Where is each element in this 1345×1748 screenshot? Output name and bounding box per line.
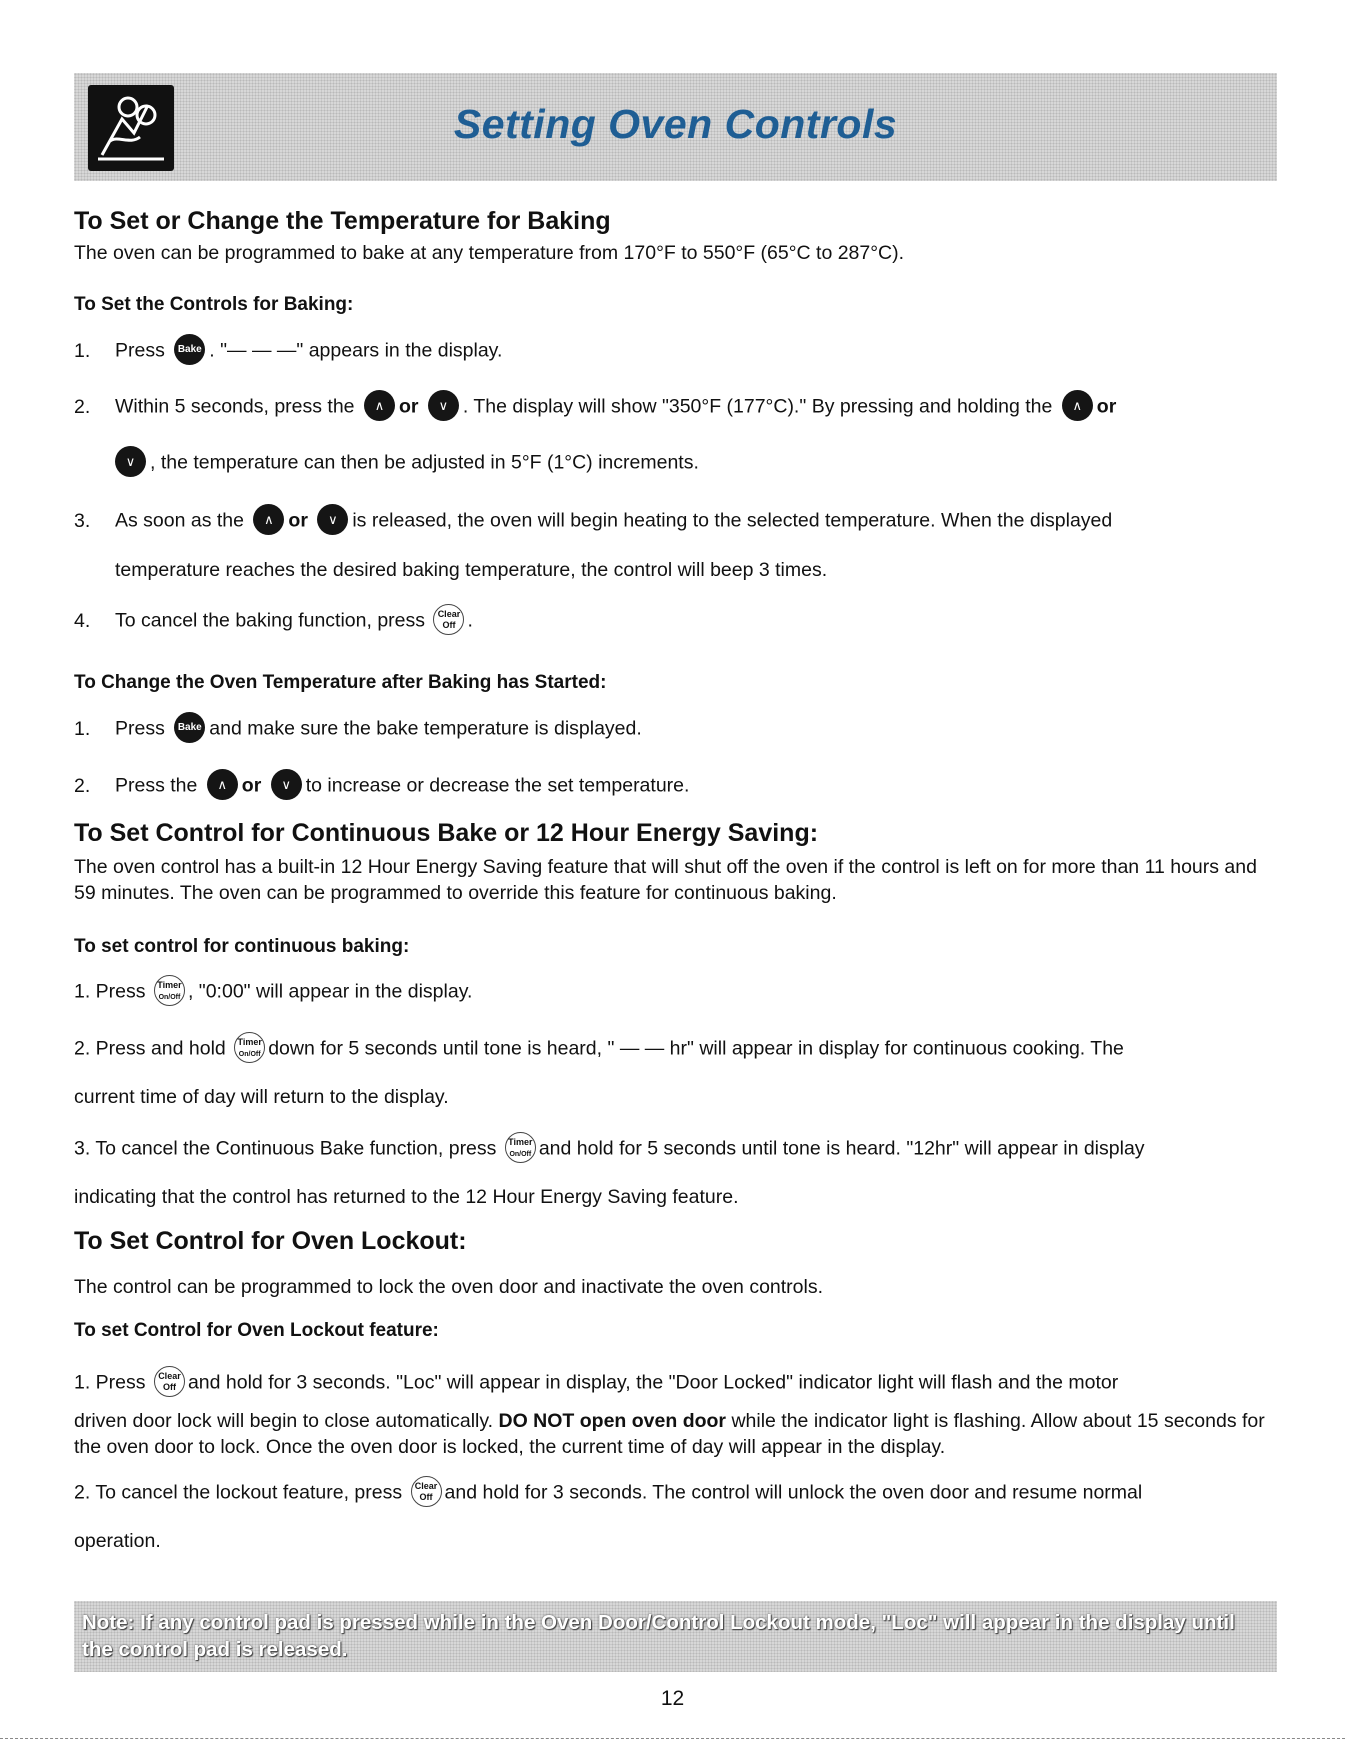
or-label: or — [288, 509, 308, 532]
step-text: . — [467, 609, 473, 632]
lockout-step-2-continued: operation. — [74, 1530, 161, 1552]
baking-step-2 — [74, 392, 1275, 423]
down-arrow-button-icon: ∨ — [271, 769, 302, 800]
note-text: Note: If any control pad is pressed while in the Oven Door/Control Lockout mode, "Loc" will appear in the display until the control pad is released. — [82, 1611, 1235, 1661]
page-title: Setting Oven Controls — [453, 101, 898, 147]
pad-label: Timer — [157, 980, 182, 990]
step-text: and hold for 5 seconds until tone is heard. "12hr" will appear in display — [538, 1137, 1145, 1160]
pad-label: Off — [162, 1382, 176, 1392]
warning-text: DO NOT open oven door — [498, 1410, 727, 1432]
or-label: or — [1096, 395, 1117, 418]
step-text: to increase or decrease the set temperature. — [305, 774, 690, 797]
pad-label: Timer — [508, 1137, 533, 1147]
pad-label: Timer — [237, 1037, 262, 1047]
step-text: . "— — —" appears in the display. — [209, 339, 503, 362]
clear-off-pad-icon — [433, 604, 464, 635]
subheading-set-controls-baking: To Set the Controls for Baking: — [74, 294, 354, 315]
step-number: 3. — [74, 509, 91, 532]
subheading-change-temperature: To Change the Oven Temperature after Baking has Started: — [74, 672, 607, 693]
timer-on-off-pad-icon — [505, 1132, 536, 1163]
or-label: or — [398, 395, 419, 418]
step-text: Within 5 seconds, press the — [115, 395, 355, 418]
change-step-2 — [74, 771, 1275, 802]
baking-step-3-continued: temperature reaches the desired baking temperature, the control will beep 3 times. — [115, 559, 828, 581]
bake-button-icon: Bake — [174, 334, 205, 365]
section-heading-continuous-bake: To Set Control for Continuous Bake or 12 Hour Energy Saving: — [74, 819, 819, 847]
step-text: . The display will show "350°F (177°C)." By pressing and holding the — [462, 395, 1053, 418]
pad-label: On/Off — [509, 1151, 532, 1158]
page-bottom-border — [0, 1738, 1345, 1739]
pad-label: On/Off — [158, 994, 181, 1001]
down-arrow-button-icon: ∨ — [428, 390, 459, 421]
section-heading-oven-lockout: To Set Control for Oven Lockout: — [74, 1227, 467, 1255]
bake-button-icon: Bake — [174, 712, 205, 743]
continuous-step-2-continued: current time of day will return to the display. — [74, 1086, 449, 1108]
baking-step-3 — [74, 506, 1275, 537]
step-text: down for 5 seconds until tone is heard, " — — hr" will appear in display for continuous cooking. The — [268, 1037, 1124, 1060]
step-text: 3. To cancel the Continuous Bake function, press — [74, 1137, 497, 1160]
title-banner — [74, 73, 1277, 181]
timer-on-off-pad-icon — [154, 975, 185, 1006]
lockout-step-1 — [74, 1368, 1275, 1399]
pad-label: Clear — [414, 1481, 438, 1491]
timer-on-off-pad-icon — [234, 1032, 265, 1063]
step-text: Press the — [115, 774, 198, 797]
note-banner — [74, 1601, 1277, 1672]
step-text: and hold for 3 seconds. The control will unlock the oven door and resume normal — [444, 1481, 1143, 1504]
down-arrow-button-icon: ∨ — [115, 446, 146, 477]
step-text: 1. Press — [74, 1371, 146, 1394]
clear-off-pad-icon — [411, 1476, 442, 1507]
continuous-step-2 — [74, 1034, 1275, 1065]
subheading-continuous-baking: To set control for continuous baking: — [74, 936, 410, 957]
step-number: 1. — [74, 717, 91, 740]
step-text: Press — [115, 339, 165, 362]
pad-label: Clear — [158, 1371, 181, 1381]
change-step-1 — [74, 714, 1275, 745]
lockout-step-1-continued — [74, 1408, 1275, 1460]
step-text: and make sure the bake temperature is displayed. — [209, 717, 642, 740]
baking-step-2-continued — [115, 448, 699, 479]
baking-step-4 — [74, 606, 1275, 637]
up-arrow-button-icon: ∧ — [253, 504, 284, 535]
baking-step-1 — [74, 336, 1275, 367]
or-label: or — [241, 774, 262, 797]
page-number: 12 — [660, 1687, 685, 1710]
step-number: 1. — [74, 339, 91, 362]
section-heading-baking: To Set or Change the Temperature for Baking — [74, 207, 611, 235]
up-arrow-button-icon: ∧ — [207, 769, 238, 800]
step-text: while the indicator light is flashing. Allow about 15 seconds for the oven door to lock. Once the oven door is locked, the current time of day will appear in the display. — [74, 1410, 1265, 1458]
step-number: 2. — [74, 774, 91, 797]
up-arrow-button-icon: ∧ — [1062, 390, 1093, 421]
step-text: and hold for 3 seconds. "Loc" will appear in display, the "Door Locked" indicator light will flash and the motor — [187, 1371, 1119, 1394]
baking-intro: The oven can be programmed to bake at any temperature from 170°F to 550°F (65°C to 287°C). — [74, 242, 905, 264]
step-text: , the temperature can then be adjusted in 5°F (1°C) increments. — [150, 451, 699, 474]
clear-off-pad-icon — [154, 1366, 185, 1397]
step-text: 2. Press and hold — [74, 1037, 226, 1060]
down-arrow-button-icon: ∨ — [317, 504, 348, 535]
step-text: is released, the oven will begin heating to the selected temperature. When the displayed — [352, 509, 1113, 532]
step-text: As soon as the — [115, 509, 244, 532]
lockout-step-2 — [74, 1478, 1275, 1509]
continuous-step-3 — [74, 1134, 1275, 1165]
pad-label: On/Off — [238, 1051, 261, 1058]
continuous-bake-intro: The oven control has a built-in 12 Hour Energy Saving feature that will shut off the oven if the control is left on for more than 11 hours and 59 minutes. The oven can be programmed to override this feature for continuous baking. — [74, 856, 1257, 904]
pad-label: Off — [419, 1492, 433, 1502]
pad-label: Clear — [437, 609, 461, 619]
step-text: , "0:00" will appear in the display. — [187, 980, 473, 1003]
step-text: 1. Press — [74, 980, 146, 1003]
up-arrow-button-icon: ∧ — [364, 390, 395, 421]
continuous-step-3-continued: indicating that the control has returned to the 12 Hour Energy Saving feature. — [74, 1186, 739, 1208]
subheading-lockout-feature: To set Control for Oven Lockout feature: — [74, 1320, 439, 1341]
step-number: 4. — [74, 609, 91, 632]
step-text: Press — [115, 717, 165, 740]
step-number: 2. — [74, 395, 91, 418]
step-text: driven door lock will begin to close automatically. — [74, 1410, 494, 1432]
pad-label: Off — [442, 620, 456, 630]
oven-lockout-intro: The control can be programmed to lock the oven door and inactivate the oven controls. — [74, 1276, 824, 1298]
continuous-step-1 — [74, 977, 1275, 1008]
step-text: 2. To cancel the lockout feature, press — [74, 1481, 403, 1504]
step-text: To cancel the baking function, press — [115, 609, 426, 632]
